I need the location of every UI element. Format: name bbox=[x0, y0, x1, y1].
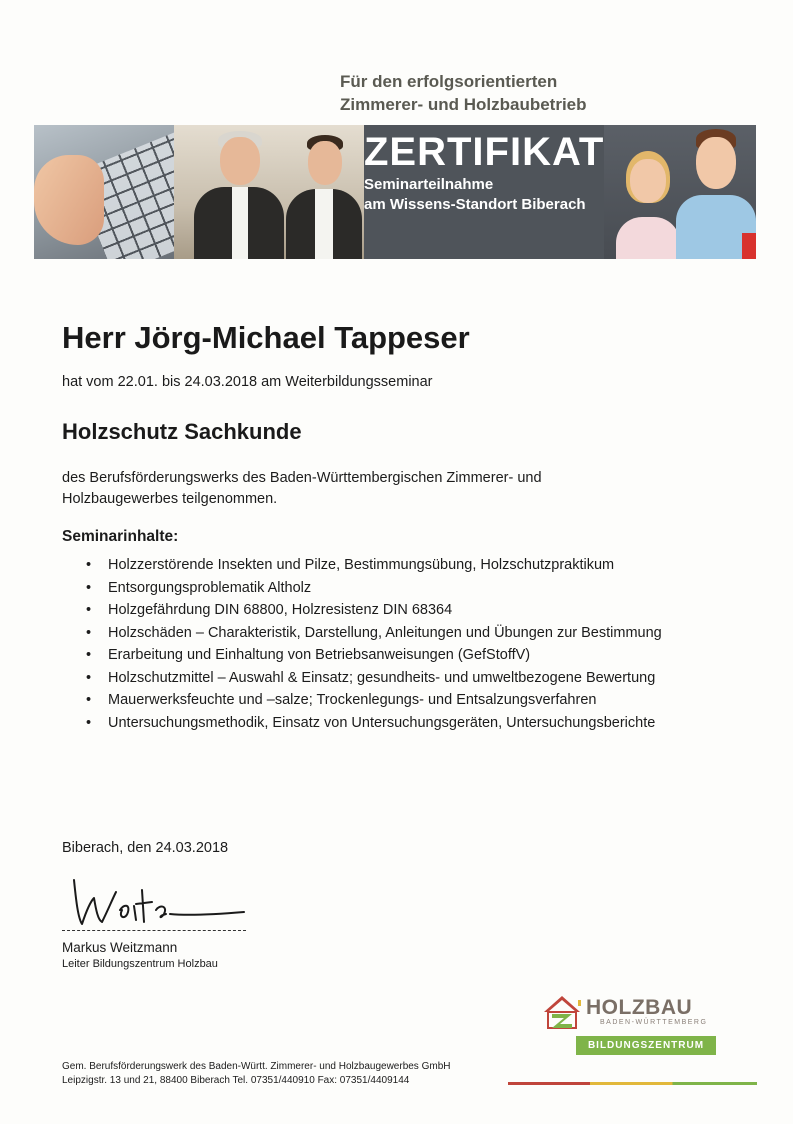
carpenters-photo bbox=[174, 125, 364, 259]
list-item: • Holzzerstörende Insekten und Pilze, Bestimmungsübung, Holzschutzpraktikum bbox=[62, 555, 710, 577]
list-item: • Untersuchungsmethodik, Einsatz von Untersuchungsgeräten, Untersuchungsberichte bbox=[62, 713, 710, 735]
list-item: • Entsorgungsproblematik Altholz bbox=[62, 578, 710, 600]
house-z-icon bbox=[540, 992, 588, 1032]
course-title: Holzschutz Sachkunde bbox=[62, 419, 302, 444]
handwritten-signature bbox=[60, 870, 250, 930]
bullet-icon: • bbox=[86, 714, 92, 731]
book-shape bbox=[742, 233, 756, 259]
signer-name: Markus Weitzmann bbox=[62, 940, 178, 955]
list-item: • Holzschutzmittel – Auswahl & Einsatz; gesundheits- und umweltbezogene Bewertung bbox=[62, 668, 710, 690]
list-item: • Holzschäden – Charakteristik, Darstellung, Anleitungen und Übungen zur Bestimmung bbox=[62, 623, 710, 645]
bullet-icon: • bbox=[86, 692, 92, 708]
bullet-icon: • bbox=[86, 557, 92, 573]
participation-intro: hat vom 22.01. bis 24.03.2018 am Weiterbildungsseminar bbox=[62, 374, 433, 390]
signer-role: Leiter Bildungszentrum Holzbau bbox=[62, 958, 218, 970]
young-man-figure bbox=[676, 125, 756, 259]
tagline-line-2: Zimmerer- und Holzbaubetrieb bbox=[340, 95, 587, 114]
signature-line bbox=[62, 930, 246, 931]
logo-region: BADEN-WÜRTTEMBERG bbox=[600, 1019, 708, 1026]
place-and-date: Biberach, den 24.03.2018 bbox=[62, 840, 229, 856]
participation-description: des Berufsförderungswerks des Baden-Württembergischen Zimmerer- und Holzbaugewerbes teilgenommen. bbox=[62, 470, 542, 507]
banner-title-block bbox=[364, 129, 614, 215]
footer-line-2: Leipzigstr. 13 und 21, 88400 Biberach Tel. 07351/440910 Fax: 07351/4409144 bbox=[62, 1075, 410, 1086]
bullet-icon: • bbox=[86, 647, 92, 663]
footer-address bbox=[62, 1060, 450, 1088]
list-item: • Erarbeitung und Einhaltung von Betriebsanweisungen (GefStoffV) bbox=[62, 645, 710, 667]
seminar-contents-list bbox=[62, 555, 710, 735]
bullet-icon: • bbox=[86, 669, 92, 686]
certificate-banner bbox=[34, 125, 756, 259]
bullet-icon: • bbox=[86, 624, 92, 641]
bullet-icon: • bbox=[86, 602, 92, 618]
footer-color-bar bbox=[508, 1082, 757, 1085]
list-item: • Holzgefährdung DIN 68800, Holzresistenz DIN 68364 bbox=[62, 600, 710, 622]
tagline-line-1: Für den erfolgsorientierten bbox=[340, 72, 558, 91]
seminar-contents-heading: Seminarinhalte: bbox=[62, 528, 179, 545]
older-carpenter-figure bbox=[194, 125, 284, 259]
footer-line-1: Gem. Berufsförderungswerk des Baden-Württ. Zimmerer- und Holzbaugewerbes GmbH bbox=[62, 1061, 451, 1072]
logo-wordmark: HOLZBAU bbox=[586, 996, 693, 1019]
certificate-title: ZERTIFIKAT bbox=[364, 130, 605, 174]
recipient-name: Herr Jörg-Michael Tappeser bbox=[62, 320, 470, 355]
holzbau-logo bbox=[540, 992, 716, 1062]
keyboard-photo bbox=[34, 125, 174, 259]
banner-subtitle-2: am Wissens-Standort Biberach bbox=[364, 196, 586, 213]
young-carpenter-figure bbox=[282, 125, 364, 259]
tagline bbox=[340, 70, 760, 116]
logo-department-badge: BILDUNGSZENTRUM bbox=[576, 1036, 716, 1055]
hand-shape bbox=[34, 155, 104, 245]
list-item: • Mauerwerksfeuchte und –salze; Trockenlegungs- und Entsalzungsverfahren bbox=[62, 690, 710, 712]
banner-subtitle-1: Seminarteilnahme bbox=[364, 176, 494, 193]
woman-figure bbox=[612, 125, 682, 259]
students-photo bbox=[604, 125, 756, 259]
bullet-icon: • bbox=[86, 579, 92, 596]
